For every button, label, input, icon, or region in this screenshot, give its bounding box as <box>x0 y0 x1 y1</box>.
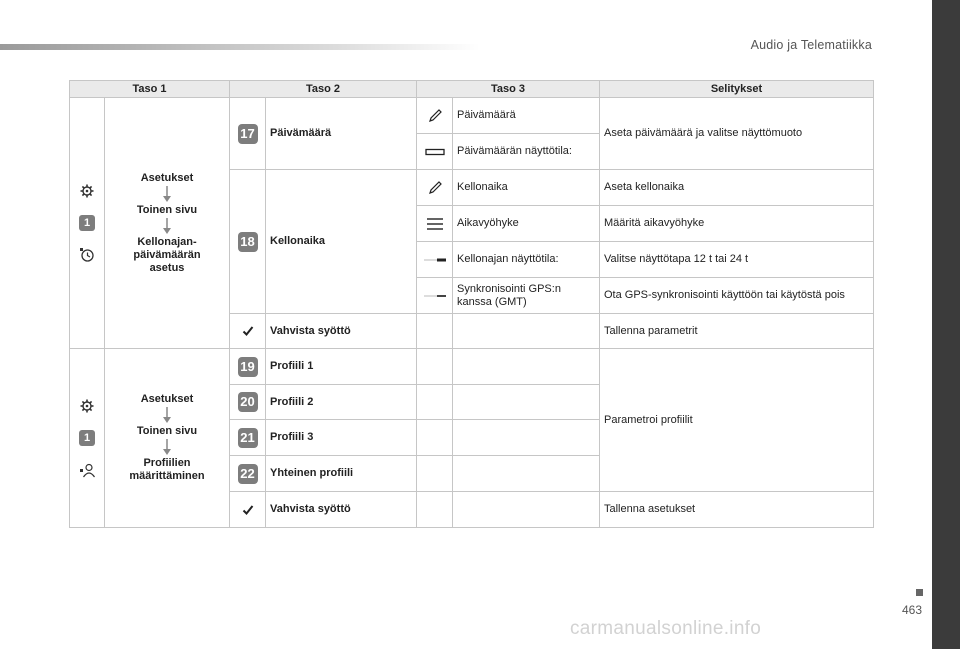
gear-icon <box>79 183 95 199</box>
pencil-icon <box>427 180 443 196</box>
desc-time-display: Valitse näyttötapa 12 t tai 24 t <box>600 242 874 278</box>
header-level-1: Taso 1 <box>70 81 230 98</box>
menu-step-second-page: Toinen sivu <box>136 425 198 437</box>
row-badge-21: 21 <box>230 420 266 456</box>
table-row <box>70 98 874 134</box>
arrow-down-icon <box>162 439 172 455</box>
group1-menu-path <box>105 98 230 349</box>
arrow-down-icon <box>162 186 172 202</box>
confirm-entry: Vahvista syöttö <box>266 492 417 528</box>
level2-profile-2: Profiili 2 <box>266 385 417 420</box>
page-number: 463 <box>902 603 923 617</box>
checkmark-icon <box>242 325 254 337</box>
desc-date: Aseta päivämäärä ja valitse näyttömuoto <box>600 98 874 170</box>
level2-profile-1: Profiili 1 <box>266 349 417 385</box>
level2-date: Päivämäärä <box>266 98 417 170</box>
arrow-down-icon <box>162 407 172 423</box>
level3-gps-sync: Synkronisointi GPS:n kanssa (GMT) <box>453 278 600 314</box>
pencil-icon <box>427 108 443 124</box>
table-header-row <box>70 81 874 98</box>
desc-configure-profiles: Parametroi profiilit <box>600 349 874 492</box>
level3-timezone: Aikavyöhyke <box>453 206 600 242</box>
desc-time: Aseta kellonaika <box>600 170 874 206</box>
row-badge-17: 17 <box>230 98 266 170</box>
row-badge-22: 22 <box>230 456 266 492</box>
confirm-entry: Vahvista syöttö <box>266 314 417 349</box>
page-marker <box>916 589 923 596</box>
menu-step-profiles: Profiilien määrittäminen <box>129 457 205 482</box>
menu-step-settings: Asetukset <box>140 393 194 405</box>
toggle-icon <box>423 292 447 300</box>
row-badge-19: 19 <box>230 349 266 385</box>
desc-save-settings: Tallenna asetukset <box>600 492 874 528</box>
level2-common-profile: Yhteinen profiili <box>266 456 417 492</box>
header-gradient-bar <box>0 44 480 50</box>
checkmark-icon <box>242 504 254 516</box>
level3-date: Päivämäärä <box>453 98 600 134</box>
page-edge-strip <box>932 0 960 649</box>
toggle-icon <box>423 256 447 264</box>
desc-gps-sync: Ota GPS-synkronisointi käyttöön tai käytöstä pois <box>600 278 874 314</box>
header-level-3: Taso 3 <box>417 81 600 98</box>
gear-icon <box>79 398 95 414</box>
clock-icon <box>79 247 95 263</box>
menu-step-second-page: Toinen sivu <box>136 203 198 216</box>
header-descriptions: Selitykset <box>600 81 874 98</box>
row-badge-18: 18 <box>230 170 266 314</box>
arrow-down-icon <box>162 218 172 234</box>
rectangle-icon <box>425 147 445 157</box>
level2-time: Kellonaika <box>266 170 417 314</box>
settings-table <box>69 80 874 528</box>
section-title: Audio ja Telematiikka <box>750 38 872 52</box>
step-badge: 1 <box>79 430 95 446</box>
level2-profile-3: Profiili 3 <box>266 420 417 456</box>
header-level-2: Taso 2 <box>230 81 417 98</box>
desc-timezone: Määritä aikavyöhyke <box>600 206 874 242</box>
list-icon <box>426 217 444 231</box>
menu-step-time-date: Kellonajan- päivämäärän asetus <box>133 235 201 274</box>
table-row <box>70 349 874 385</box>
level3-date-display: Päivämäärän näyttötila: <box>453 134 600 170</box>
group2-icons <box>70 349 105 528</box>
level3-time-display: Kellonajan näyttötila: <box>453 242 600 278</box>
group2-menu-path <box>105 349 230 528</box>
level3-time: Kellonaika <box>453 170 600 206</box>
desc-save-parameters: Tallenna parametrit <box>600 314 874 349</box>
group1-icons <box>70 98 105 349</box>
menu-step-settings: Asetukset <box>140 171 194 184</box>
profile-icon <box>79 462 95 478</box>
watermark: carmanualsonline.info <box>570 618 762 639</box>
step-badge: 1 <box>79 215 95 231</box>
row-badge-20: 20 <box>230 385 266 420</box>
